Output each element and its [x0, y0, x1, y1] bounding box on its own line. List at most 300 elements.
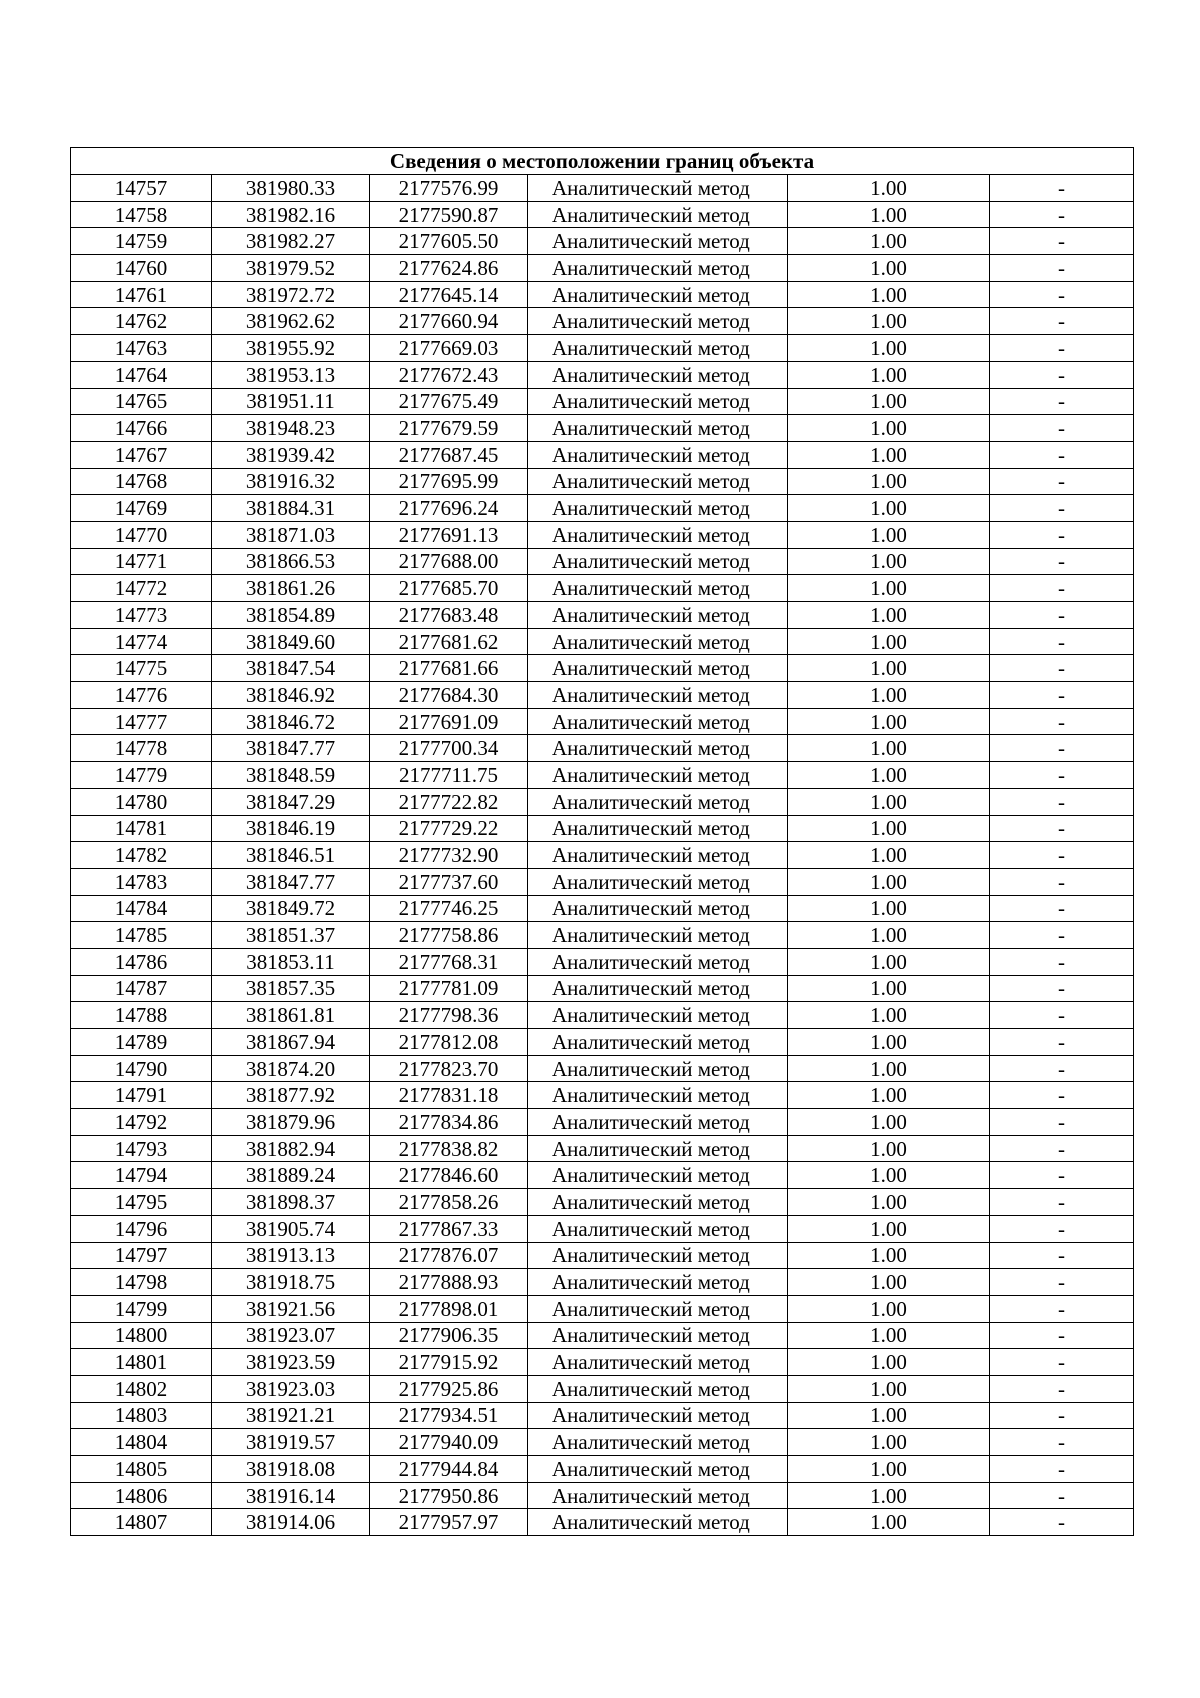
accuracy-cell: 1.00 [788, 842, 990, 869]
y-coordinate-cell: 2177722.82 [370, 788, 528, 815]
x-coordinate-cell: 381923.03 [212, 1375, 370, 1402]
point-number-cell: 14803 [71, 1402, 212, 1429]
y-coordinate-cell: 2177681.66 [370, 655, 528, 682]
x-coordinate-cell: 381905.74 [212, 1215, 370, 1242]
x-coordinate-cell: 381849.72 [212, 895, 370, 922]
x-coordinate-cell: 381921.56 [212, 1295, 370, 1322]
table-row [71, 1402, 1134, 1429]
x-coordinate-cell: 381861.81 [212, 1002, 370, 1029]
point-number-cell: 14791 [71, 1082, 212, 1109]
description-cell: - [990, 468, 1134, 495]
description-cell: - [990, 1509, 1134, 1536]
x-coordinate-cell: 381898.37 [212, 1189, 370, 1216]
table-row [71, 1295, 1134, 1322]
y-coordinate-cell: 2177798.36 [370, 1002, 528, 1029]
y-coordinate-cell: 2177683.48 [370, 602, 528, 629]
point-number-cell: 14778 [71, 735, 212, 762]
accuracy-cell: 1.00 [788, 441, 990, 468]
description-cell: - [990, 361, 1134, 388]
accuracy-cell: 1.00 [788, 788, 990, 815]
point-number-cell: 14806 [71, 1482, 212, 1509]
point-number-cell: 14807 [71, 1509, 212, 1536]
description-cell: - [990, 1162, 1134, 1189]
description-cell: - [990, 1375, 1134, 1402]
description-cell: - [990, 842, 1134, 869]
table-row [71, 228, 1134, 255]
accuracy-cell: 1.00 [788, 1135, 990, 1162]
y-coordinate-cell: 2177645.14 [370, 281, 528, 308]
table-row [71, 1242, 1134, 1269]
accuracy-cell: 1.00 [788, 762, 990, 789]
method-cell: Аналитический метод [528, 361, 788, 388]
description-cell: - [990, 1189, 1134, 1216]
point-number-cell: 14760 [71, 255, 212, 282]
description-cell: - [990, 1055, 1134, 1082]
table-row [71, 602, 1134, 629]
x-coordinate-cell: 381871.03 [212, 521, 370, 548]
y-coordinate-cell: 2177729.22 [370, 815, 528, 842]
point-number-cell: 14804 [71, 1429, 212, 1456]
y-coordinate-cell: 2177858.26 [370, 1189, 528, 1216]
table-row [71, 1456, 1134, 1483]
table-row [71, 1082, 1134, 1109]
method-cell: Аналитический метод [528, 575, 788, 602]
table-row [71, 948, 1134, 975]
accuracy-cell: 1.00 [788, 1162, 990, 1189]
table-row [71, 1029, 1134, 1056]
description-cell: - [990, 548, 1134, 575]
x-coordinate-cell: 381982.27 [212, 228, 370, 255]
table-row [71, 388, 1134, 415]
point-number-cell: 14793 [71, 1135, 212, 1162]
x-coordinate-cell: 381854.89 [212, 602, 370, 629]
method-cell: Аналитический метод [528, 415, 788, 442]
description-cell: - [990, 415, 1134, 442]
accuracy-cell: 1.00 [788, 255, 990, 282]
point-number-cell: 14799 [71, 1295, 212, 1322]
point-number-cell: 14781 [71, 815, 212, 842]
method-cell: Аналитический метод [528, 441, 788, 468]
point-number-cell: 14770 [71, 521, 212, 548]
accuracy-cell: 1.00 [788, 735, 990, 762]
y-coordinate-cell: 2177915.92 [370, 1349, 528, 1376]
table-row [71, 1189, 1134, 1216]
table-row [71, 521, 1134, 548]
x-coordinate-cell: 381884.31 [212, 495, 370, 522]
point-number-cell: 14759 [71, 228, 212, 255]
description-cell: - [990, 175, 1134, 202]
point-number-cell: 14792 [71, 1109, 212, 1136]
table-row [71, 1002, 1134, 1029]
method-cell: Аналитический метод [528, 335, 788, 362]
y-coordinate-cell: 2177669.03 [370, 335, 528, 362]
method-cell: Аналитический метод [528, 1482, 788, 1509]
y-coordinate-cell: 2177758.86 [370, 922, 528, 949]
table-row [71, 1109, 1134, 1136]
accuracy-cell: 1.00 [788, 922, 990, 949]
point-number-cell: 14789 [71, 1029, 212, 1056]
table-row [71, 655, 1134, 682]
point-number-cell: 14777 [71, 708, 212, 735]
accuracy-cell: 1.00 [788, 1029, 990, 1056]
y-coordinate-cell: 2177688.00 [370, 548, 528, 575]
method-cell: Аналитический метод [528, 948, 788, 975]
point-number-cell: 14782 [71, 842, 212, 869]
method-cell: Аналитический метод [528, 1162, 788, 1189]
description-cell: - [990, 1029, 1134, 1056]
table-row [71, 361, 1134, 388]
x-coordinate-cell: 381923.07 [212, 1322, 370, 1349]
point-number-cell: 14794 [71, 1162, 212, 1189]
method-cell: Аналитический метод [528, 1135, 788, 1162]
y-coordinate-cell: 2177685.70 [370, 575, 528, 602]
description-cell: - [990, 1429, 1134, 1456]
point-number-cell: 14773 [71, 602, 212, 629]
table-row [71, 708, 1134, 735]
description-cell: - [990, 228, 1134, 255]
x-coordinate-cell: 381846.19 [212, 815, 370, 842]
table-row [71, 175, 1134, 202]
table-row [71, 735, 1134, 762]
y-coordinate-cell: 2177898.01 [370, 1295, 528, 1322]
table-title: Сведения о местоположении границ объекта [71, 148, 1134, 175]
description-cell: - [990, 895, 1134, 922]
method-cell: Аналитический метод [528, 895, 788, 922]
y-coordinate-cell: 2177812.08 [370, 1029, 528, 1056]
table-row [71, 762, 1134, 789]
table-row [71, 255, 1134, 282]
y-coordinate-cell: 2177746.25 [370, 895, 528, 922]
point-number-cell: 14796 [71, 1215, 212, 1242]
point-number-cell: 14766 [71, 415, 212, 442]
point-number-cell: 14771 [71, 548, 212, 575]
x-coordinate-cell: 381847.77 [212, 735, 370, 762]
method-cell: Аналитический метод [528, 788, 788, 815]
description-cell: - [990, 815, 1134, 842]
table-row [71, 975, 1134, 1002]
x-coordinate-cell: 381877.92 [212, 1082, 370, 1109]
description-cell: - [990, 1295, 1134, 1322]
y-coordinate-cell: 2177834.86 [370, 1109, 528, 1136]
method-cell: Аналитический метод [528, 868, 788, 895]
method-cell: Аналитический метод [528, 1109, 788, 1136]
point-number-cell: 14772 [71, 575, 212, 602]
table-row [71, 1162, 1134, 1189]
accuracy-cell: 1.00 [788, 628, 990, 655]
table-row [71, 201, 1134, 228]
accuracy-cell: 1.00 [788, 895, 990, 922]
method-cell: Аналитический метод [528, 842, 788, 869]
x-coordinate-cell: 381851.37 [212, 922, 370, 949]
accuracy-cell: 1.00 [788, 548, 990, 575]
point-number-cell: 14774 [71, 628, 212, 655]
point-number-cell: 14776 [71, 682, 212, 709]
point-number-cell: 14764 [71, 361, 212, 388]
accuracy-cell: 1.00 [788, 602, 990, 629]
x-coordinate-cell: 381867.94 [212, 1029, 370, 1056]
y-coordinate-cell: 2177576.99 [370, 175, 528, 202]
x-coordinate-cell: 381846.92 [212, 682, 370, 709]
description-cell: - [990, 975, 1134, 1002]
method-cell: Аналитический метод [528, 1402, 788, 1429]
y-coordinate-cell: 2177700.34 [370, 735, 528, 762]
method-cell: Аналитический метод [528, 1002, 788, 1029]
table-row [71, 1349, 1134, 1376]
accuracy-cell: 1.00 [788, 948, 990, 975]
x-coordinate-cell: 381866.53 [212, 548, 370, 575]
y-coordinate-cell: 2177823.70 [370, 1055, 528, 1082]
y-coordinate-cell: 2177605.50 [370, 228, 528, 255]
y-coordinate-cell: 2177781.09 [370, 975, 528, 1002]
x-coordinate-cell: 381916.14 [212, 1482, 370, 1509]
description-cell: - [990, 788, 1134, 815]
table-row [71, 415, 1134, 442]
method-cell: Аналитический метод [528, 1242, 788, 1269]
y-coordinate-cell: 2177696.24 [370, 495, 528, 522]
method-cell: Аналитический метод [528, 682, 788, 709]
description-cell: - [990, 682, 1134, 709]
x-coordinate-cell: 381919.57 [212, 1429, 370, 1456]
method-cell: Аналитический метод [528, 1215, 788, 1242]
y-coordinate-cell: 2177846.60 [370, 1162, 528, 1189]
y-coordinate-cell: 2177684.30 [370, 682, 528, 709]
description-cell: - [990, 628, 1134, 655]
method-cell: Аналитический метод [528, 468, 788, 495]
x-coordinate-cell: 381972.72 [212, 281, 370, 308]
method-cell: Аналитический метод [528, 1456, 788, 1483]
table-title-row [71, 148, 1134, 175]
x-coordinate-cell: 381923.59 [212, 1349, 370, 1376]
method-cell: Аналитический метод [528, 1322, 788, 1349]
description-cell: - [990, 1322, 1134, 1349]
y-coordinate-cell: 2177934.51 [370, 1402, 528, 1429]
description-cell: - [990, 602, 1134, 629]
table-row [71, 468, 1134, 495]
point-number-cell: 14786 [71, 948, 212, 975]
accuracy-cell: 1.00 [788, 1082, 990, 1109]
description-cell: - [990, 1002, 1134, 1029]
y-coordinate-cell: 2177672.43 [370, 361, 528, 388]
point-number-cell: 14768 [71, 468, 212, 495]
y-coordinate-cell: 2177711.75 [370, 762, 528, 789]
table-row [71, 281, 1134, 308]
point-number-cell: 14797 [71, 1242, 212, 1269]
accuracy-cell: 1.00 [788, 1349, 990, 1376]
accuracy-cell: 1.00 [788, 1269, 990, 1296]
method-cell: Аналитический метод [528, 762, 788, 789]
description-cell: - [990, 735, 1134, 762]
method-cell: Аналитический метод [528, 388, 788, 415]
accuracy-cell: 1.00 [788, 708, 990, 735]
y-coordinate-cell: 2177681.62 [370, 628, 528, 655]
x-coordinate-cell: 381916.32 [212, 468, 370, 495]
x-coordinate-cell: 381913.13 [212, 1242, 370, 1269]
y-coordinate-cell: 2177695.99 [370, 468, 528, 495]
x-coordinate-cell: 381980.33 [212, 175, 370, 202]
point-number-cell: 14779 [71, 762, 212, 789]
x-coordinate-cell: 381921.21 [212, 1402, 370, 1429]
table-row [71, 895, 1134, 922]
table-row [71, 815, 1134, 842]
method-cell: Аналитический метод [528, 922, 788, 949]
method-cell: Аналитический метод [528, 1189, 788, 1216]
x-coordinate-cell: 381847.54 [212, 655, 370, 682]
table-row [71, 1322, 1134, 1349]
point-number-cell: 14780 [71, 788, 212, 815]
table-row [71, 1375, 1134, 1402]
method-cell: Аналитический метод [528, 548, 788, 575]
accuracy-cell: 1.00 [788, 1109, 990, 1136]
x-coordinate-cell: 381914.06 [212, 1509, 370, 1536]
description-cell: - [990, 255, 1134, 282]
accuracy-cell: 1.00 [788, 228, 990, 255]
accuracy-cell: 1.00 [788, 495, 990, 522]
x-coordinate-cell: 381889.24 [212, 1162, 370, 1189]
accuracy-cell: 1.00 [788, 1295, 990, 1322]
point-number-cell: 14790 [71, 1055, 212, 1082]
point-number-cell: 14761 [71, 281, 212, 308]
accuracy-cell: 1.00 [788, 361, 990, 388]
y-coordinate-cell: 2177831.18 [370, 1082, 528, 1109]
accuracy-cell: 1.00 [788, 1215, 990, 1242]
table-row [71, 441, 1134, 468]
table-row [71, 548, 1134, 575]
description-cell: - [990, 708, 1134, 735]
y-coordinate-cell: 2177867.33 [370, 1215, 528, 1242]
y-coordinate-cell: 2177950.86 [370, 1482, 528, 1509]
x-coordinate-cell: 381962.62 [212, 308, 370, 335]
x-coordinate-cell: 381853.11 [212, 948, 370, 975]
description-cell: - [990, 1349, 1134, 1376]
accuracy-cell: 1.00 [788, 175, 990, 202]
point-number-cell: 14802 [71, 1375, 212, 1402]
table-row [71, 1055, 1134, 1082]
method-cell: Аналитический метод [528, 308, 788, 335]
table-row [71, 1429, 1134, 1456]
table-row [71, 1509, 1134, 1536]
accuracy-cell: 1.00 [788, 1002, 990, 1029]
method-cell: Аналитический метод [528, 735, 788, 762]
accuracy-cell: 1.00 [788, 1055, 990, 1082]
y-coordinate-cell: 2177838.82 [370, 1135, 528, 1162]
description-cell: - [990, 1109, 1134, 1136]
point-number-cell: 14775 [71, 655, 212, 682]
y-coordinate-cell: 2177906.35 [370, 1322, 528, 1349]
table-body [71, 175, 1134, 1536]
point-number-cell: 14785 [71, 922, 212, 949]
table-row [71, 335, 1134, 362]
y-coordinate-cell: 2177876.07 [370, 1242, 528, 1269]
method-cell: Аналитический метод [528, 1295, 788, 1322]
method-cell: Аналитический метод [528, 495, 788, 522]
description-cell: - [990, 335, 1134, 362]
method-cell: Аналитический метод [528, 1509, 788, 1536]
x-coordinate-cell: 381861.26 [212, 575, 370, 602]
x-coordinate-cell: 381918.08 [212, 1456, 370, 1483]
x-coordinate-cell: 381955.92 [212, 335, 370, 362]
description-cell: - [990, 388, 1134, 415]
description-cell: - [990, 922, 1134, 949]
description-cell: - [990, 281, 1134, 308]
x-coordinate-cell: 381857.35 [212, 975, 370, 1002]
x-coordinate-cell: 381982.16 [212, 201, 370, 228]
description-cell: - [990, 655, 1134, 682]
y-coordinate-cell: 2177590.87 [370, 201, 528, 228]
description-cell: - [990, 948, 1134, 975]
description-cell: - [990, 1215, 1134, 1242]
accuracy-cell: 1.00 [788, 1242, 990, 1269]
y-coordinate-cell: 2177732.90 [370, 842, 528, 869]
accuracy-cell: 1.00 [788, 1429, 990, 1456]
table-row [71, 1482, 1134, 1509]
x-coordinate-cell: 381849.60 [212, 628, 370, 655]
accuracy-cell: 1.00 [788, 1375, 990, 1402]
description-cell: - [990, 1135, 1134, 1162]
y-coordinate-cell: 2177925.86 [370, 1375, 528, 1402]
method-cell: Аналитический метод [528, 1055, 788, 1082]
description-cell: - [990, 495, 1134, 522]
x-coordinate-cell: 381847.29 [212, 788, 370, 815]
method-cell: Аналитический метод [528, 1349, 788, 1376]
boundary-coordinates-table [70, 147, 1134, 1536]
table-row [71, 308, 1134, 335]
y-coordinate-cell: 2177940.09 [370, 1429, 528, 1456]
point-number-cell: 14784 [71, 895, 212, 922]
x-coordinate-cell: 381951.11 [212, 388, 370, 415]
description-cell: - [990, 308, 1134, 335]
x-coordinate-cell: 381874.20 [212, 1055, 370, 1082]
point-number-cell: 14783 [71, 868, 212, 895]
accuracy-cell: 1.00 [788, 521, 990, 548]
accuracy-cell: 1.00 [788, 868, 990, 895]
description-cell: - [990, 1269, 1134, 1296]
y-coordinate-cell: 2177624.86 [370, 255, 528, 282]
y-coordinate-cell: 2177888.93 [370, 1269, 528, 1296]
description-cell: - [990, 1482, 1134, 1509]
method-cell: Аналитический метод [528, 281, 788, 308]
table-row [71, 1215, 1134, 1242]
description-cell: - [990, 868, 1134, 895]
point-number-cell: 14788 [71, 1002, 212, 1029]
accuracy-cell: 1.00 [788, 388, 990, 415]
y-coordinate-cell: 2177957.97 [370, 1509, 528, 1536]
method-cell: Аналитический метод [528, 602, 788, 629]
accuracy-cell: 1.00 [788, 415, 990, 442]
description-cell: - [990, 1082, 1134, 1109]
table-row [71, 682, 1134, 709]
accuracy-cell: 1.00 [788, 975, 990, 1002]
accuracy-cell: 1.00 [788, 575, 990, 602]
table-row [71, 495, 1134, 522]
method-cell: Аналитический метод [528, 521, 788, 548]
method-cell: Аналитический метод [528, 1029, 788, 1056]
method-cell: Аналитический метод [528, 975, 788, 1002]
accuracy-cell: 1.00 [788, 308, 990, 335]
point-number-cell: 14758 [71, 201, 212, 228]
point-number-cell: 14795 [71, 1189, 212, 1216]
method-cell: Аналитический метод [528, 815, 788, 842]
description-cell: - [990, 441, 1134, 468]
method-cell: Аналитический метод [528, 201, 788, 228]
x-coordinate-cell: 381846.72 [212, 708, 370, 735]
point-number-cell: 14769 [71, 495, 212, 522]
accuracy-cell: 1.00 [788, 335, 990, 362]
method-cell: Аналитический метод [528, 228, 788, 255]
point-number-cell: 14763 [71, 335, 212, 362]
accuracy-cell: 1.00 [788, 281, 990, 308]
table-row [71, 1269, 1134, 1296]
x-coordinate-cell: 381948.23 [212, 415, 370, 442]
